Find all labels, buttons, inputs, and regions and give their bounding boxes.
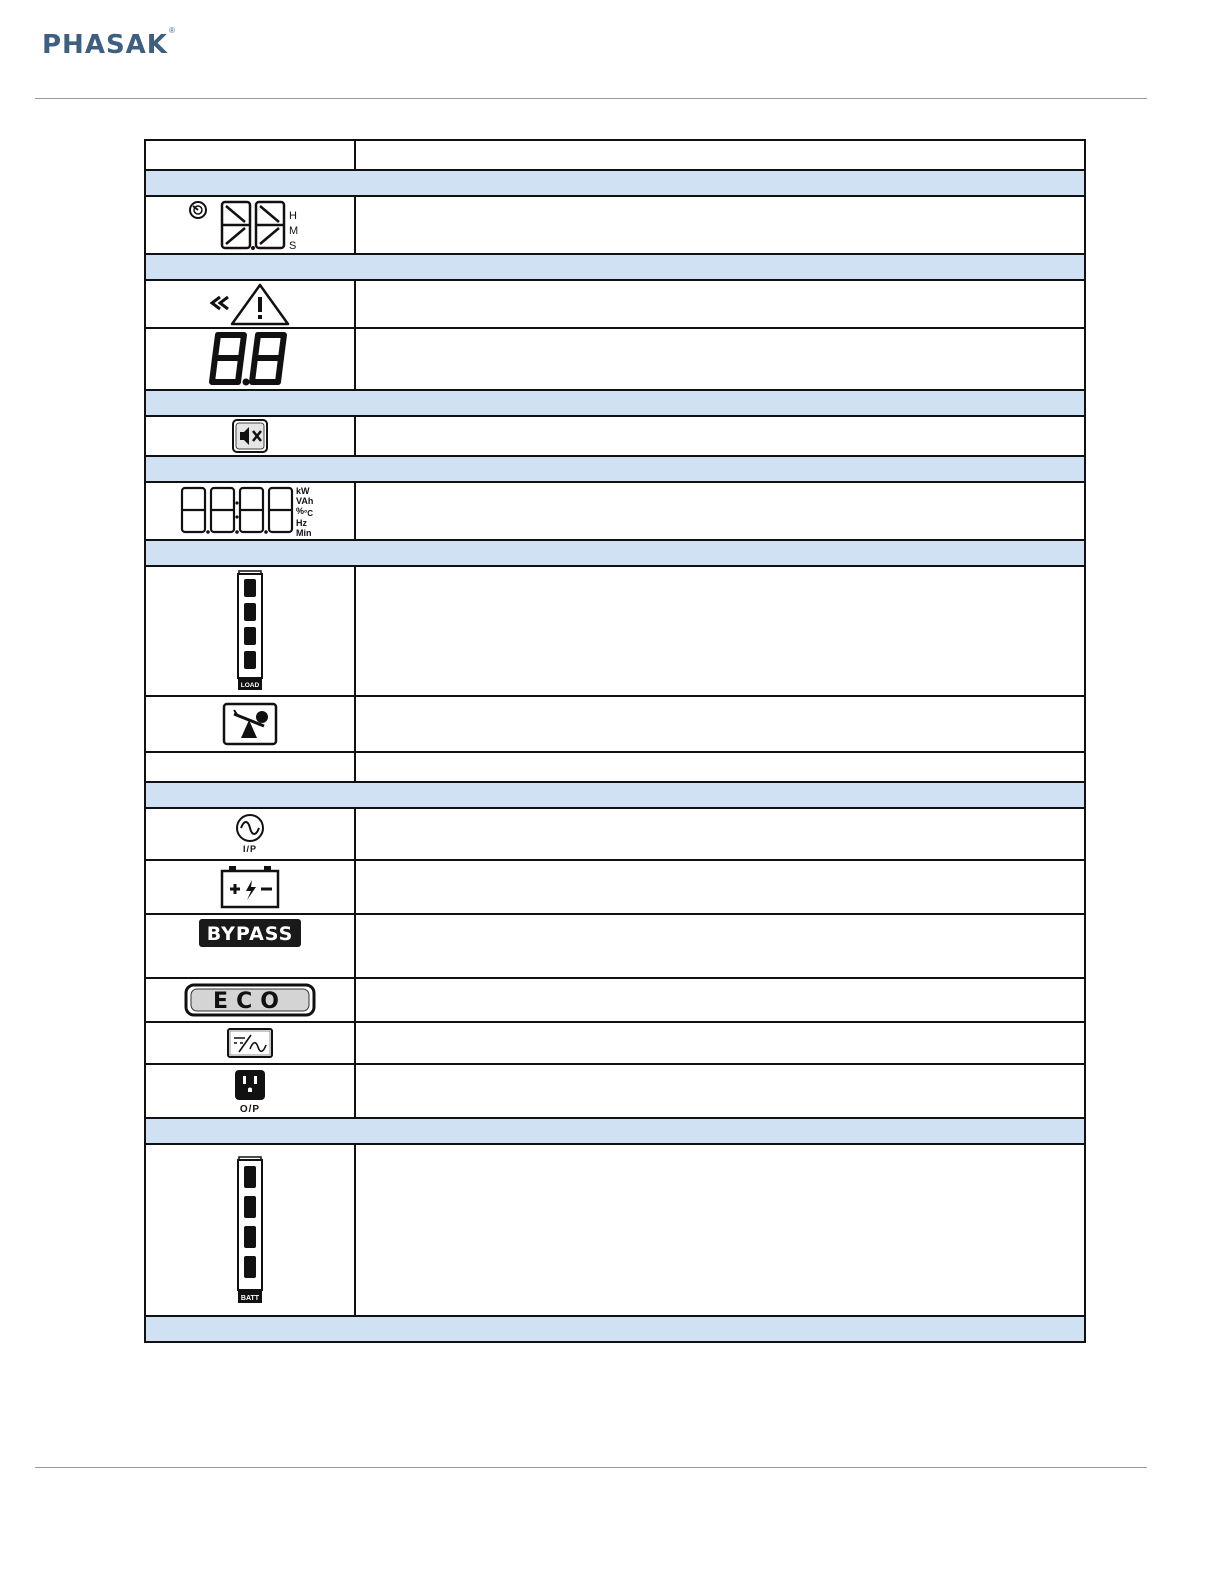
footer-divider xyxy=(35,1467,1147,1468)
eco-label: ECO xyxy=(213,989,287,1014)
ac-input-icon xyxy=(230,812,270,856)
table-row xyxy=(145,808,1085,860)
overload-seesaw-icon xyxy=(222,702,278,746)
timer-unit-m: M xyxy=(289,225,299,237)
table-row xyxy=(145,914,1085,978)
input-label: I/P xyxy=(242,844,258,854)
section-row-footer xyxy=(145,1316,1085,1342)
meter-unit-hz: Hz xyxy=(296,518,307,528)
table-row xyxy=(145,482,1085,540)
bypass-indicator-icon xyxy=(198,918,302,948)
table-row xyxy=(145,1144,1085,1316)
timer-unit-s: S xyxy=(289,240,297,252)
table-row xyxy=(145,566,1085,696)
table-row xyxy=(145,752,1085,782)
table-row xyxy=(145,280,1085,328)
table-row xyxy=(145,328,1085,390)
load-bar-icon xyxy=(233,570,267,692)
load-label: LOAD xyxy=(240,682,260,689)
table-row xyxy=(145,1022,1085,1064)
meter-unit-percent: % xyxy=(296,506,305,516)
lcd-legend-table xyxy=(144,139,1086,1343)
two-digit-display-icon xyxy=(208,330,292,388)
table-row xyxy=(145,416,1085,456)
table-row xyxy=(145,696,1085,752)
section-row-fault xyxy=(145,254,1085,280)
warning-triangle-icon xyxy=(208,282,292,326)
four-digit-display-icon xyxy=(180,483,320,539)
header-cell-function xyxy=(355,140,1085,170)
company-logo xyxy=(42,24,175,60)
meter-unit-kw: kW xyxy=(296,486,310,496)
table-row xyxy=(145,978,1085,1022)
registered-mark: ® xyxy=(168,26,175,35)
section-row-battery xyxy=(145,1118,1085,1144)
table-row xyxy=(145,196,1085,254)
table-row xyxy=(145,860,1085,914)
section-row-meter xyxy=(145,456,1085,482)
section-row-load xyxy=(145,540,1085,566)
section-row-backup-time xyxy=(145,170,1085,196)
inverter-icon xyxy=(226,1027,274,1059)
speaker-mute-icon xyxy=(231,418,269,454)
battery-icon xyxy=(219,865,281,909)
output-label: O/P xyxy=(239,1104,261,1114)
eco-indicator-icon xyxy=(184,983,316,1017)
timer-unit-h: H xyxy=(289,210,297,222)
meter-unit-vah: VAh xyxy=(296,496,314,506)
header-cell-display xyxy=(145,140,355,170)
meter-unit-min: Min xyxy=(296,528,312,538)
meter-unit-celsius: °C xyxy=(304,509,313,518)
clock-seven-segment-icon xyxy=(185,197,315,253)
bypass-label: BYPASS xyxy=(206,923,294,945)
logo-wordmark: PHASAK xyxy=(42,30,168,60)
header-divider xyxy=(35,98,1147,99)
table-header-row xyxy=(145,140,1085,170)
battery-bar-icon xyxy=(233,1156,267,1304)
outlet-icon xyxy=(230,1068,270,1114)
table-row xyxy=(145,1064,1085,1118)
section-row-mode xyxy=(145,782,1085,808)
section-row-mute xyxy=(145,390,1085,416)
battery-label: BATT xyxy=(240,1295,260,1302)
